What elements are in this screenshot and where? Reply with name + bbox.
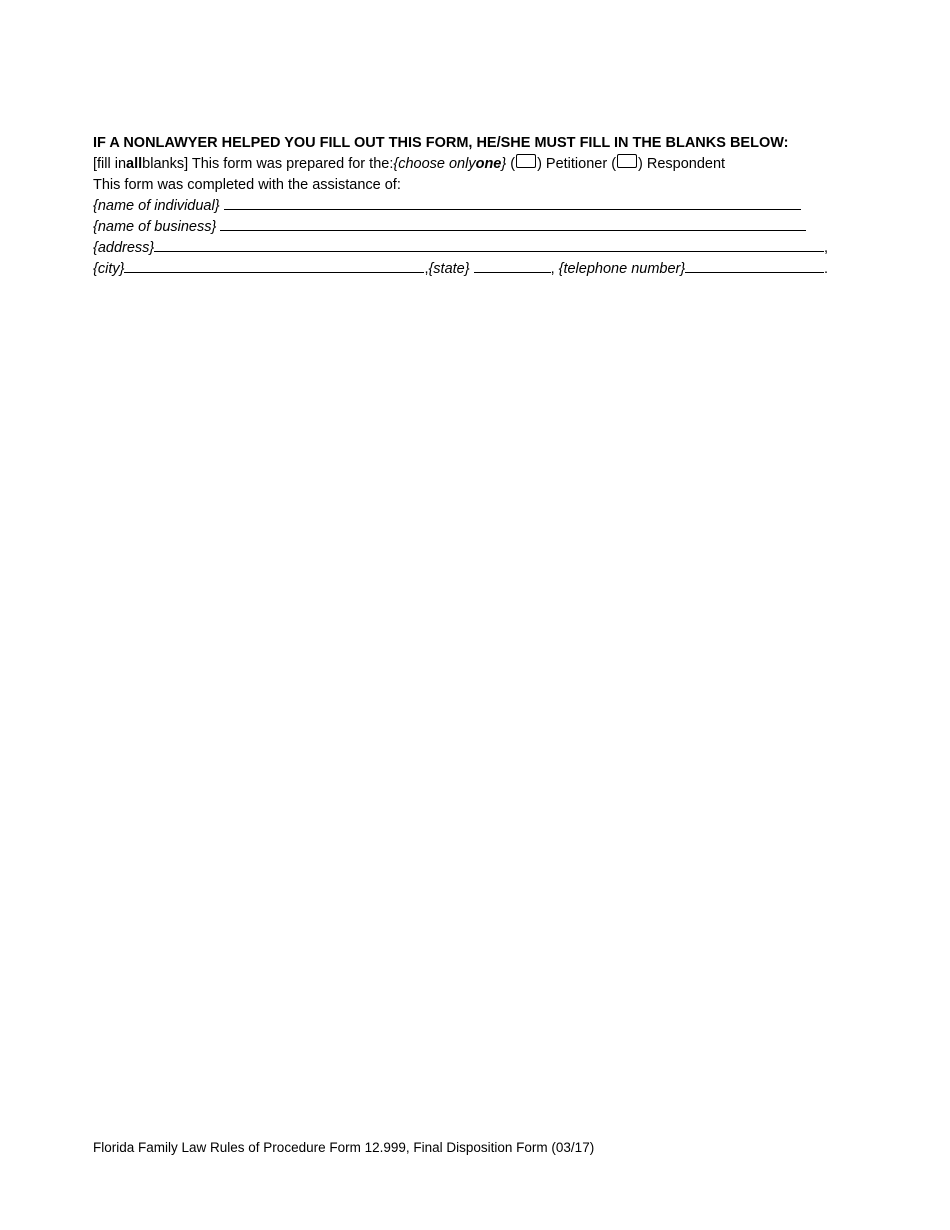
city-label: {city} (93, 260, 125, 277)
name-individual-label: {name of individual} (93, 198, 220, 215)
address-end: , (823, 239, 828, 256)
city-sep: , (424, 260, 429, 277)
choose-one-text: one (475, 155, 502, 172)
respondent-label: ) Respondent (638, 155, 726, 172)
name-individual-field[interactable] (224, 195, 801, 210)
state-label: {state} (428, 260, 470, 277)
telephone-end: . (823, 260, 828, 277)
respondent-checkbox[interactable] (617, 154, 637, 168)
choose-close-text: } (501, 155, 507, 172)
city-field[interactable] (124, 258, 424, 273)
prep-rest-text: blanks] This form was prepared for the: (142, 155, 394, 172)
paren-open-respondent: ( (611, 155, 617, 172)
prepared-for-line (93, 154, 828, 175)
city-state-phone-line (93, 258, 828, 279)
name-business-label: {name of business} (93, 219, 217, 236)
paren-open-petitioner: ( (510, 155, 516, 172)
state-sep: , (550, 260, 555, 277)
state-field[interactable] (474, 258, 551, 273)
name-business-field[interactable] (220, 216, 806, 231)
prep-open-text: [fill in (93, 155, 127, 172)
name-individual-line (93, 195, 828, 216)
telephone-label: {telephone number} (558, 260, 686, 277)
choose-open-text: {choose only (393, 155, 476, 172)
petitioner-checkbox[interactable] (516, 154, 536, 168)
address-label: {address} (93, 239, 155, 256)
nonlawyer-heading: IF A NONLAWYER HELPED YOU FILL OUT THIS FORM, HE/SHE MUST FILL IN THE BLANKS BELOW: (93, 135, 789, 151)
petitioner-label: ) Petitioner (537, 155, 608, 172)
prep-all-text: all (126, 155, 143, 172)
address-line (93, 237, 828, 258)
page-footer: Florida Family Law Rules of Procedure Form 12.999, Final Disposition Form (03/17) (93, 1140, 595, 1155)
address-field[interactable] (154, 237, 824, 252)
telephone-field[interactable] (685, 258, 824, 273)
name-business-line (93, 216, 828, 237)
assistance-line: This form was completed with the assistance of: (93, 176, 401, 193)
nonlawyer-section (93, 133, 828, 279)
